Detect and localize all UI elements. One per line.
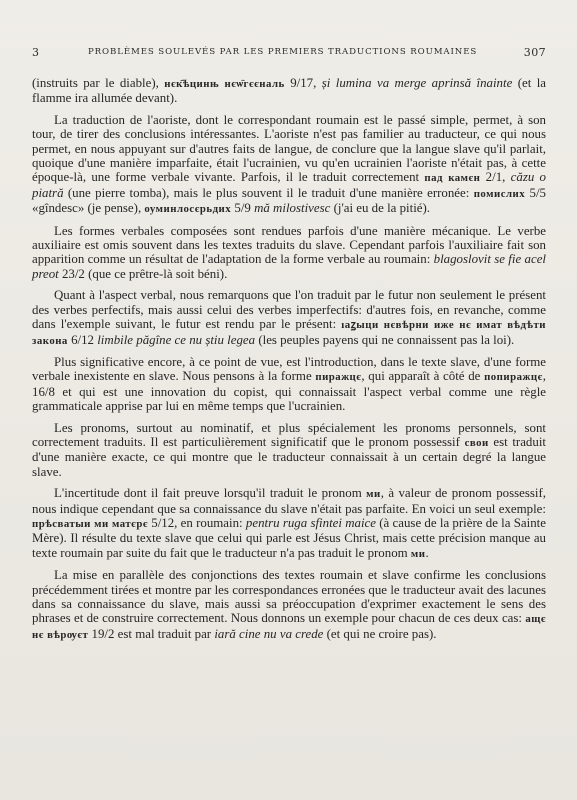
text-run: (et qui ne croire pas). (323, 626, 437, 641)
text-run: (à cause de la prière de la Sainte Mère). Il résulte du texte slave que celui qui parle est Jésus Christ, mais cette précision manque au texte roumain par suite du fait que le traducteur n'a pas traduit le pronom (32, 515, 546, 560)
text-run: est traduit d'une manière exacte, ce qui montre que le traducteur connaissait à un certain degré la langue slave. (32, 434, 546, 479)
text-run: Les formes verbales composées sont rendues parfois d'une manière mécanique. Le verbe auxiliaire est omis souvent dans les textes traduits du slave. Cependant parfois l'auxiliaire fait son apparition comme un résultat de l'adaptation de la forme verbale au roumain: (32, 223, 546, 267)
text-run: 5/9 (231, 201, 255, 216)
text-run: , 16/8 et qui est une innovation du copist, qui connaissait l'aspect verbal comme une règle grammaticale apprise par lui en même temps que l'ucrainien. (32, 369, 546, 414)
text-run: , qui apparaît à côté de (361, 369, 485, 384)
slavonic-quote: нєк҄ѣцинњ нєѡ̈гєєналь (164, 78, 285, 90)
slavonic-quote: ми (366, 488, 381, 501)
text-run: 5/5 «gîndesc» (je pense), (32, 185, 547, 216)
paragraph (32, 76, 546, 106)
text-run: 5/12, en roumain: (148, 515, 246, 530)
text-run: (une pierre tomba), mais le plus souvent il le traduit d'une manière erronée: (63, 185, 474, 200)
slavonic-quote: попиражцє (484, 371, 543, 384)
paragraph (32, 224, 546, 282)
italic-romanian-quote: căzu o piatră (32, 170, 547, 200)
italic-romanian-quote: și lumina va merge aprinsă înainte (321, 76, 513, 90)
text-run: Plus significative encore, à ce point de vue, est l'introduction, dans le texte slave, d'une forme verbale inexistente en slave. Nous pensons à la forme (32, 354, 546, 384)
text-run: (les peuples payens qui ne connaissent pas la loi). (255, 332, 515, 347)
text-run: Quant à l'aspect verbal, nous remarquons que l'on traduit par le futur non seulement le présent des verbes perfectifs, mais aussi celui des verbes imperfectifs: d'autres fois, en revanche, comme dans l'exemple suivant, le futur est rendu par le présent: (32, 288, 546, 332)
text-run: . (425, 545, 429, 560)
page-number: 307 (523, 46, 546, 59)
text-run: 19/2 est mal traduit par (88, 626, 215, 641)
text-run: Les pronoms, surtout au nominatif, et plus spécialement les pronoms personnels, sont correctement traduits. Il est particulièrement significatif que le pronom possessif (32, 420, 546, 449)
text-run: L'incertitude dont il fait preuve lorsqu'il traduit le pronom (54, 486, 367, 501)
slavonic-quote: свои (464, 436, 489, 449)
text-run: , à valeur de pronom possessif, nous indique cependant que sa connaissance du slave n'était pas parfaite. En voici un seul exemple: (32, 486, 546, 516)
section-number: 3 (32, 46, 40, 59)
paragraph (32, 113, 546, 217)
text-run: (j'ai eu de la pitié). (330, 201, 431, 216)
text-run: La traduction de l'aoriste, dont le correspondant roumain est le passé simple, permet, à son tour, de tirer des conclusions intéressantes. L'aoriste n'est pas familier au traducteur, ce qui nous permet, en nous appuyant sur d'autres faits de langue, de conclure que la langue slave qu'il parlait, quoique d'une manière imparfaite, était l'ucrainien, vu qu'en ucrainien l'aoriste n'était pas, à cette époque-là, une forme verbale vivante. Parfois, il le traduit correctement (32, 112, 546, 185)
text-run: 9/17, (284, 76, 322, 90)
text-run: (instruits par le diable), (32, 76, 165, 90)
body-text (32, 76, 546, 649)
slavonic-quote: ащє нє вѣрѹєт (32, 613, 546, 641)
paragraph (32, 355, 546, 414)
text-run: (et la flamme ira allumée devant). (32, 76, 547, 106)
italic-romanian-quote: mă milostivesc (254, 201, 331, 216)
slavonic-quote: помислих (473, 187, 526, 200)
text-run: 6/12 (67, 332, 98, 347)
slavonic-quote: прѣсватыи ми матєрє (32, 517, 148, 530)
slavonic-quote: пиражцє (315, 371, 362, 384)
slavonic-quote: ми (410, 547, 426, 560)
slavonic-quote: пад камєн (424, 172, 481, 185)
paragraph (32, 421, 546, 480)
paragraph (32, 288, 546, 348)
running-header (32, 46, 546, 60)
slavonic-quote: оуминлосєрьдих (144, 203, 232, 216)
running-title: PROBLÈMES SOULEVÉS PAR LES PREMIERS TRADUCTIONS ROUMAINES (88, 47, 478, 57)
italic-romanian-quote: limbile păgîne ce nu știu legea (97, 332, 256, 347)
paragraph (32, 568, 546, 642)
paragraph (32, 486, 546, 561)
text-run: 2/1, (480, 170, 511, 185)
italic-romanian-quote: iară cine nu va crede (214, 626, 324, 641)
italic-romanian-quote: blagoslovit se fie acel preot (32, 252, 546, 281)
italic-romanian-quote: pentru ruga sfintei maice (245, 515, 376, 530)
text-run: La mise en parallèle des conjonctions des textes roumain et slave confirme les conclusions précédemment tirées et montre par les correspondances erronées que le traducteur avait des lacunes dans sa connaissance du slave, mais aussi sa préoccupation d'exprimer exactement le sens des phrases et de construire correctement. Nous donnons un exemple pour chacun de ces deux cas: (32, 568, 546, 626)
slavonic-quote: ıаꙁыци нєвѣрни иже нє имат вѣдѣти закона (32, 319, 546, 347)
text-run: 23/2 (que ce prêtre-là soit béni). (58, 266, 228, 281)
